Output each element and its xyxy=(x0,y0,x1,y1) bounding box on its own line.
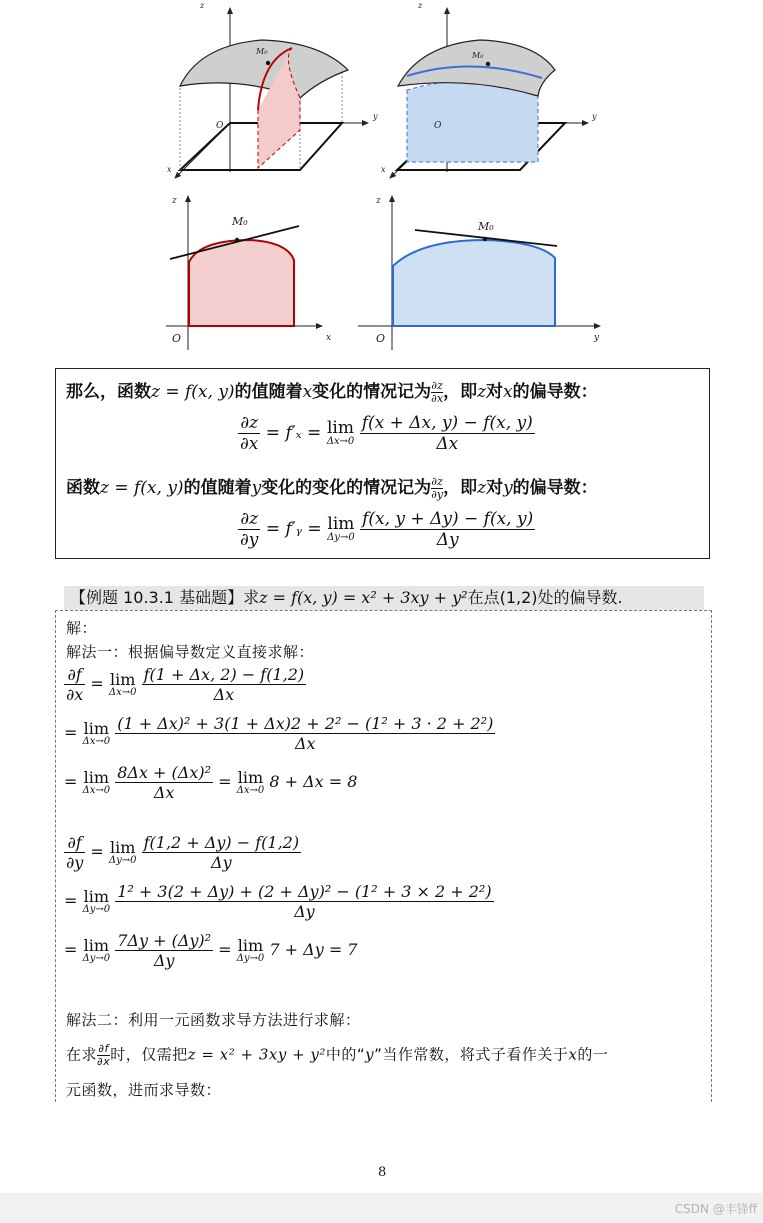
fy-line-2: = lim Δy→0 $\frac{\text{1² + 3(2 + Δy) + (2 + Δy)² − (1² + 3 × 2 + 2²)}}{\Delta y}$ xyxy=(64,882,492,921)
fig4-z-label: z xyxy=(376,196,381,206)
example-label: 【例题 10.3.1 基础题】求 xyxy=(70,588,260,607)
fx-line-2: = lim Δx→0 $\frac{\text{(1 + Δx)² + 3(1 + Δx)2 + 2² − (1² + 3 · 2 + 2²)}}{\Delta x}$ xyxy=(64,714,494,753)
fig1-origin-label: O xyxy=(216,121,224,131)
figure-2d-x-section xyxy=(166,196,331,350)
def-text: ，即 xyxy=(443,382,478,402)
fig1-z-label: z xyxy=(200,1,205,10)
definition-box xyxy=(55,368,710,559)
def-text: 的偏导数： xyxy=(512,382,598,402)
fig2-z-label: z xyxy=(418,1,423,10)
fx-line-1: $\frac{\partial f}{\partial x}$ = lim Δx→0 $\frac{f(1 + \Delta x, 2) - f(1,2)}{\Delta x}$ xyxy=(66,665,305,704)
eq-lhs-fraction: $\frac{\partial z}{\partial y}$ xyxy=(240,509,259,550)
method-two-line-2: 元函数，进而求导数： xyxy=(66,1081,222,1099)
figure-3d-x-section xyxy=(167,1,378,178)
figure-3d-y-section xyxy=(381,1,597,178)
def-var: x xyxy=(302,382,313,402)
example-header xyxy=(64,586,704,610)
solution-box xyxy=(55,610,712,1102)
fig4-m0-label: M₀ xyxy=(478,220,494,233)
def-var: x xyxy=(503,382,513,402)
fig2-x-label: x xyxy=(381,165,386,174)
method-one-heading: 解法一：根据偏导数定义直接求解： xyxy=(66,643,315,661)
limit-operator: lim Δx→0 xyxy=(326,418,355,447)
fig2-origin-label: O xyxy=(434,121,442,131)
fig3-z-label: z xyxy=(172,196,177,206)
fig1-y-label: y xyxy=(373,112,378,121)
fig3-m0-label: M₀ xyxy=(232,215,248,228)
def-text: 变化的情况记为 xyxy=(312,382,432,402)
fig3-origin-label: O xyxy=(172,332,182,345)
fig2-y-label: y xyxy=(592,112,597,121)
def-text: 的值随着 xyxy=(183,478,252,498)
definition-line-y xyxy=(66,473,598,501)
def-var: y xyxy=(251,478,262,498)
def-formula: z = f(x, y) xyxy=(100,478,184,498)
example-tail: 在点(1,2)处的偏导数. xyxy=(467,588,623,607)
def-text: 对 xyxy=(486,478,504,498)
def-text: 的值随着 xyxy=(234,382,303,402)
fig1-m0-label: M₀ xyxy=(256,47,268,56)
eq-rhs-fraction: $\frac{f(x + \Delta x, y) - f(x, y)}{\Delta x}$ xyxy=(361,413,533,454)
watermark: CSDN @丰锋ff xyxy=(674,1202,757,1216)
def-var: y xyxy=(503,478,513,498)
eq-rhs-fraction: $\frac{f(x, y + \Delta y) - f(x, y)}{\Delta y}$ xyxy=(362,509,534,550)
def-formula: z = f(x, y) xyxy=(151,382,235,402)
def-var: z xyxy=(477,478,487,498)
definition-equation-x xyxy=(238,413,535,454)
method-two-line-1: 在求 $\frac{\partial f}{\partial x}$ 时，仅需把z = x² + 3xy + y²中的“y”当作常数，将式子看作关于x的一 xyxy=(66,1042,609,1068)
def-text: 对 xyxy=(486,382,504,402)
def-text: 的偏导数： xyxy=(512,478,598,498)
footer-band xyxy=(0,1193,763,1223)
example-formula: z = f(x, y) = x² + 3xy + y² xyxy=(259,588,468,607)
def-text: 函数 xyxy=(66,478,100,498)
fig3-x-label: x xyxy=(326,333,332,343)
eq-mid: = f′ᵧ = xyxy=(265,519,322,539)
def-small-fraction: $\frac{\partial z}{\partial x}$ xyxy=(431,379,444,405)
fig4-y-label: y xyxy=(594,333,600,343)
method-two-heading: 解法二：利用一元函数求导方法进行求解： xyxy=(66,1011,361,1029)
definition-line-x xyxy=(66,377,598,405)
solution-label: 解： xyxy=(66,619,98,637)
fig1-x-label: x xyxy=(167,165,172,174)
page-number: 8 xyxy=(378,1165,387,1180)
fy-line-1: $\frac{\partial f}{\partial y}$ = lim Δy→0 $\frac{f(1,2 + \Delta y) - f(1,2)}{\Delta y}$ xyxy=(66,833,300,872)
fx-line-3: = lim Δx→0 $\frac{\text{8Δx + (Δx)²}}{\Delta x}$ = lim Δx→0 8 + Δx = 8 xyxy=(64,763,358,802)
figure-2d-y-section xyxy=(358,196,600,350)
def-text: ，即 xyxy=(443,478,478,498)
def-text: 变化的变化的情况记为 xyxy=(261,478,432,498)
definition-equation-y xyxy=(238,509,535,550)
def-small-fraction: $\frac{\partial z}{\partial y}$ xyxy=(431,475,444,501)
fy-line-3: = lim Δy→0 $\frac{\text{7Δy + (Δy)²}}{\Delta y}$ = lim Δy→0 7 + Δy = 7 xyxy=(64,931,358,970)
limit-operator: lim Δy→0 xyxy=(327,514,355,543)
fig4-origin-label: O xyxy=(376,332,386,345)
eq-mid: = f′ₓ = xyxy=(265,423,322,443)
eq-lhs-fraction: $\frac{\partial z}{\partial x}$ xyxy=(240,413,259,454)
def-var: z xyxy=(477,382,487,402)
fig2-m0-label: M₀ xyxy=(472,51,484,60)
partial-derivative-figures xyxy=(0,0,763,360)
def-text: 那么，函数 xyxy=(66,382,151,402)
